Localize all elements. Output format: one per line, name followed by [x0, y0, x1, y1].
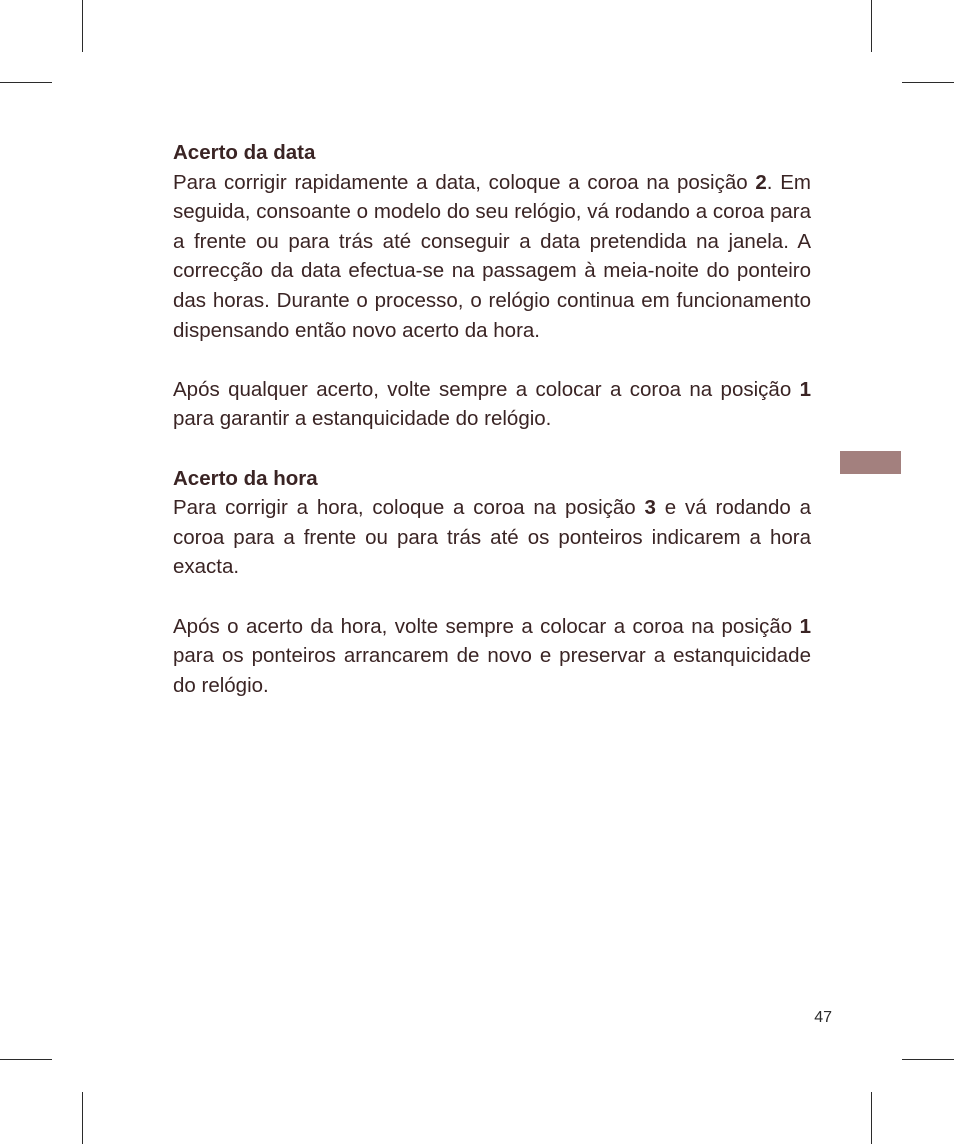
- paragraph-time-instructions: Para corrigir a hora, coloque a coroa na posição 3 e vá rodando a coroa para a frente ou para trás até os ponteiros indicarem a hora exacta.: [173, 496, 811, 579]
- crop-mark-top-left-horizontal: [0, 82, 52, 83]
- crop-mark-top-right-vertical: [871, 0, 872, 52]
- crop-mark-bottom-left-horizontal: [0, 1059, 52, 1060]
- page-number: 47: [814, 1009, 832, 1026]
- section-tab-marker: [840, 451, 901, 474]
- paragraph-date-note: Após qualquer acerto, volte sempre a colocar a coroa na posição 1 para garantir a estanquicidade do relógio.: [173, 377, 811, 431]
- crop-mark-bottom-right-vertical: [871, 1092, 872, 1144]
- crop-mark-bottom-left-vertical: [82, 1092, 83, 1144]
- paragraph-time-note: Após o acerto da hora, volte sempre a colocar a coroa na posição 1 para os ponteiros arrancarem de novo e preservar a estanquicidade do relógio.: [173, 614, 811, 697]
- paragraph-date-instructions: Para corrigir rapidamente a data, coloque a coroa na posição 2. Em seguida, consoante o modelo do seu relógio, vá rodando a coroa para a frente ou para trás até conseguir a data pretendida na janela. A correcção da data efectua-se na passagem à meia-noite do ponteiro das horas. Durante o processo, o relógio continua em funcionamento dispensando então novo acerto da hora.: [173, 170, 811, 342]
- section-heading-date: Acerto da data: [173, 141, 316, 164]
- section-heading-time: Acerto da hora: [173, 466, 318, 490]
- crop-mark-top-left-vertical: [82, 0, 83, 52]
- crop-mark-bottom-right-horizontal: [902, 1059, 954, 1060]
- main-content: [173, 138, 811, 700]
- crop-mark-top-right-horizontal: [902, 82, 954, 83]
